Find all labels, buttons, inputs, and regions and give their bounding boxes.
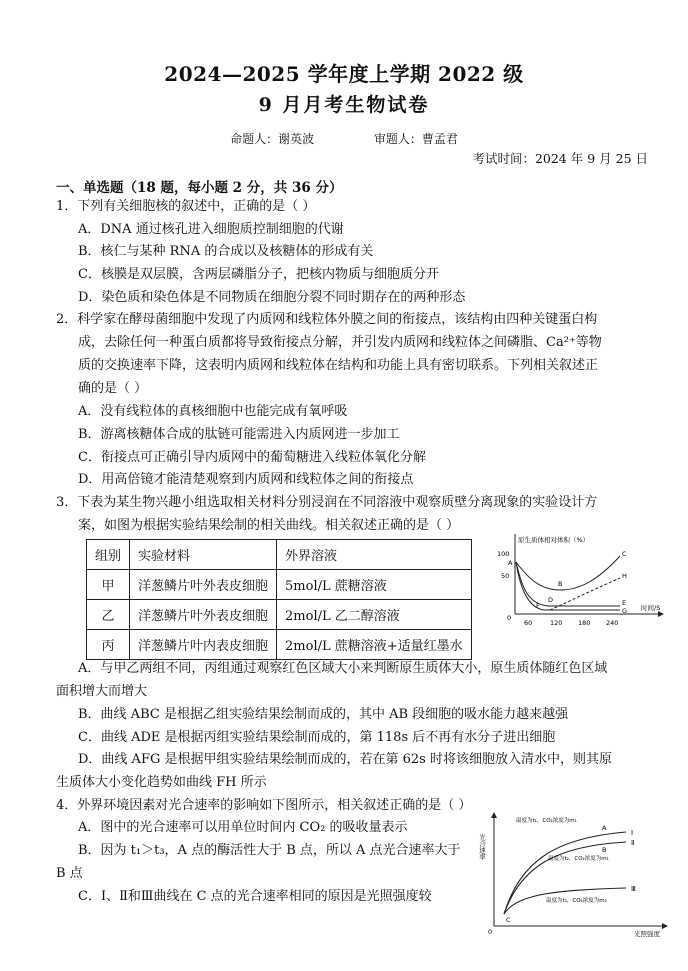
- y-axis-label: 原生质体相对体积（%）: [518, 536, 590, 544]
- q1-option-c: C．核膜是双层膜，含两层磷脂分子，把核内物质与细胞质分开: [78, 267, 439, 282]
- q3-option-d-line1: D．曲线 AFG 是根据甲组实验结果绘制而成的，若在第 62s 时将该细胞放入清水中，则其原: [78, 752, 612, 767]
- table-row: [87, 570, 472, 600]
- q2-option-a: A．没有线粒体的真核细胞中也能完成有氧呼吸: [78, 404, 348, 419]
- q3-stem-line1: 3．下表为某生物兴趣小组选取相关材料分别浸润在不同溶液中观察质壁分离现象的实验设计方: [56, 495, 598, 510]
- q2-option-b: B．游离核糖体合成的肽链可能需进入内质网进一步加工: [78, 427, 400, 442]
- point-label: B: [602, 846, 607, 854]
- table-cell: 洋葱鳞片叶外表皮细胞: [130, 570, 277, 600]
- y-tick-label: 0: [507, 614, 512, 622]
- y-axis-label: 光合速率: [478, 834, 486, 860]
- q3-volume-chart: [488, 528, 676, 628]
- y-axis-arrow: [491, 812, 497, 818]
- x-axis-arrow: [662, 923, 668, 929]
- exam-time: 考试时间：2024 年 9 月 25 日: [472, 151, 648, 166]
- y-tick-label: 50: [501, 572, 510, 580]
- point-label: E: [622, 599, 627, 607]
- table-cell: 洋葱鳞片叶内表皮细胞: [130, 630, 277, 660]
- table-cell: 乙: [87, 600, 130, 630]
- x-tick-label: 180: [578, 619, 591, 627]
- q3-stem-line2: 案，如图为根据实验结果绘制的相关曲线。相关叙述正确的是（ ）: [78, 518, 460, 533]
- curve-name: Ⅱ: [631, 839, 635, 847]
- q1-option-d: D．染色质和染色体是不同物质在细胞分裂不同时期存在的两种形态: [78, 290, 466, 305]
- point-label: A: [602, 824, 607, 832]
- curve-name: Ⅰ: [631, 829, 634, 837]
- curve-label: 温度为t₃，CO₂浓度为m₂: [546, 898, 607, 904]
- q3-option-d-line2: 生质体大小变化趋势如曲线 FH 所示: [56, 775, 267, 790]
- x-tick-label: 60: [524, 619, 533, 627]
- q3-option-b: B．曲线 ABC 是根据乙组实验结果绘制而成的，其中 AB 段细胞的吸水能力越来越强: [78, 707, 569, 722]
- point-label: F: [536, 602, 540, 610]
- point-label: G: [622, 607, 628, 615]
- section-heading: 一、单选题（18 题，每小题 2 分，共 36 分）: [56, 180, 343, 196]
- q2-option-c: C．衔接点可正确引导内质网中的葡萄糖进入线粒体氧化分解: [78, 450, 426, 465]
- q1-option-a: A．DNA 通过核孔进入细胞质控制细胞的代谢: [78, 222, 344, 237]
- curve-ade: [516, 562, 620, 606]
- x-tick-label: 240: [606, 619, 619, 627]
- q4-stem: 4．外界环境因素对光合速率的影响如下图所示，相关叙述正确的是（ ）: [56, 798, 472, 813]
- curve-afg: [516, 562, 620, 610]
- table-header: 实验材料: [130, 540, 277, 570]
- curve-name: Ⅲ: [631, 885, 636, 893]
- exam-title-line2: 9 月月考生物试卷: [258, 94, 430, 116]
- q1-option-b: B．核仁与某种 RNA 的合成以及核糖体的形成有关: [78, 244, 374, 259]
- q4-option-c: C．Ⅰ、Ⅱ和Ⅲ曲线在 C 点的光合速率相同的原因是光照强度较: [78, 889, 432, 904]
- q3-option-a-line2: 面积增大而增大: [56, 684, 148, 699]
- point-label: B: [558, 580, 563, 588]
- curve-label: 温度为t₁，CO₂浓度为m₁: [516, 818, 577, 824]
- x-axis-label: 光照强度: [634, 930, 660, 938]
- q4-option-b-line2: B 点: [56, 866, 83, 881]
- table-header-row: [87, 540, 472, 570]
- q1-stem: 1．下列有关细胞核的叙述中，正确的是（ ）: [56, 199, 316, 214]
- q2-stem-line1: 2．科学家在酵母菌细胞中发现了内质网和线粒体外膜之间的衔接点，该结构由四种关键蛋白构: [56, 312, 598, 327]
- origin-label: 0: [488, 928, 493, 936]
- table-row: [87, 630, 472, 660]
- q2-option-d: D．用高倍镜才能清楚观察到内质网和线粒体之间的衔接点: [78, 472, 414, 487]
- q4-option-b-line1: B．因为 t₁＞t₃，A 点的酶活性大于 B 点，所以 A 点光合速率大于: [78, 843, 461, 858]
- table-cell: 2mol/L 蔗糖溶液+适量红墨水: [277, 630, 472, 660]
- table-cell: 洋葱鳞片叶外表皮细胞: [130, 600, 277, 630]
- table-header: 外界溶液: [277, 540, 472, 570]
- point-label: C: [622, 550, 627, 558]
- y-tick-label: 100: [497, 550, 510, 558]
- table-row: [87, 600, 472, 630]
- author-line: [0, 130, 688, 147]
- point-label: H: [622, 572, 627, 580]
- q3-experiment-table: [86, 539, 472, 660]
- q2-stem-line4: 确的是（ ）: [78, 381, 148, 396]
- exam-title-line1: 2024—2025 学年度上学期 2022 级: [164, 62, 524, 86]
- table-cell: 丙: [87, 630, 130, 660]
- q3-option-a-line1: A．与甲乙两组不同，丙组通过观察红色区域大小来判断原生质体大小，原生质体随红色区域: [78, 661, 608, 676]
- point-label: C: [506, 916, 511, 924]
- q4-option-a: A．图中的光合速率可以用单位时间内 CO₂ 的吸收量表示: [78, 820, 408, 835]
- table-cell: 2mol/L 乙二醇溶液: [277, 600, 472, 630]
- q2-stem-line2: 成，去除任何一种蛋白质都将导致衔接点分解，并引发内质网和线粒体之间磷脂、Ca²⁺等物: [78, 335, 602, 350]
- q4-photosynthesis-chart: [476, 810, 676, 938]
- point-label: D: [548, 596, 554, 604]
- curve-label: 温度为t₂，CO₂浓度为m₁: [548, 856, 609, 862]
- author: 命题人：谢英波: [230, 132, 315, 146]
- q2-stem-line3: 质的交换速率下降，这表明内质网和线粒体在结构和功能上具有密切联系。下列相关叙述正: [78, 358, 599, 373]
- q3-option-c: C．曲线 ADE 是根据丙组实验结果绘制而成的，第 118s 后不再有水分子进出细胞: [78, 730, 556, 745]
- table-cell: 甲: [87, 570, 130, 600]
- point-label: A: [508, 559, 513, 567]
- table-header: 组别: [87, 540, 130, 570]
- x-tick-label: 120: [550, 619, 563, 627]
- table-cell: 5mol/L 蔗糖溶液: [277, 570, 472, 600]
- reviewer: 审题人：曹孟君: [373, 132, 458, 146]
- x-axis-label: 时间/S: [641, 604, 661, 612]
